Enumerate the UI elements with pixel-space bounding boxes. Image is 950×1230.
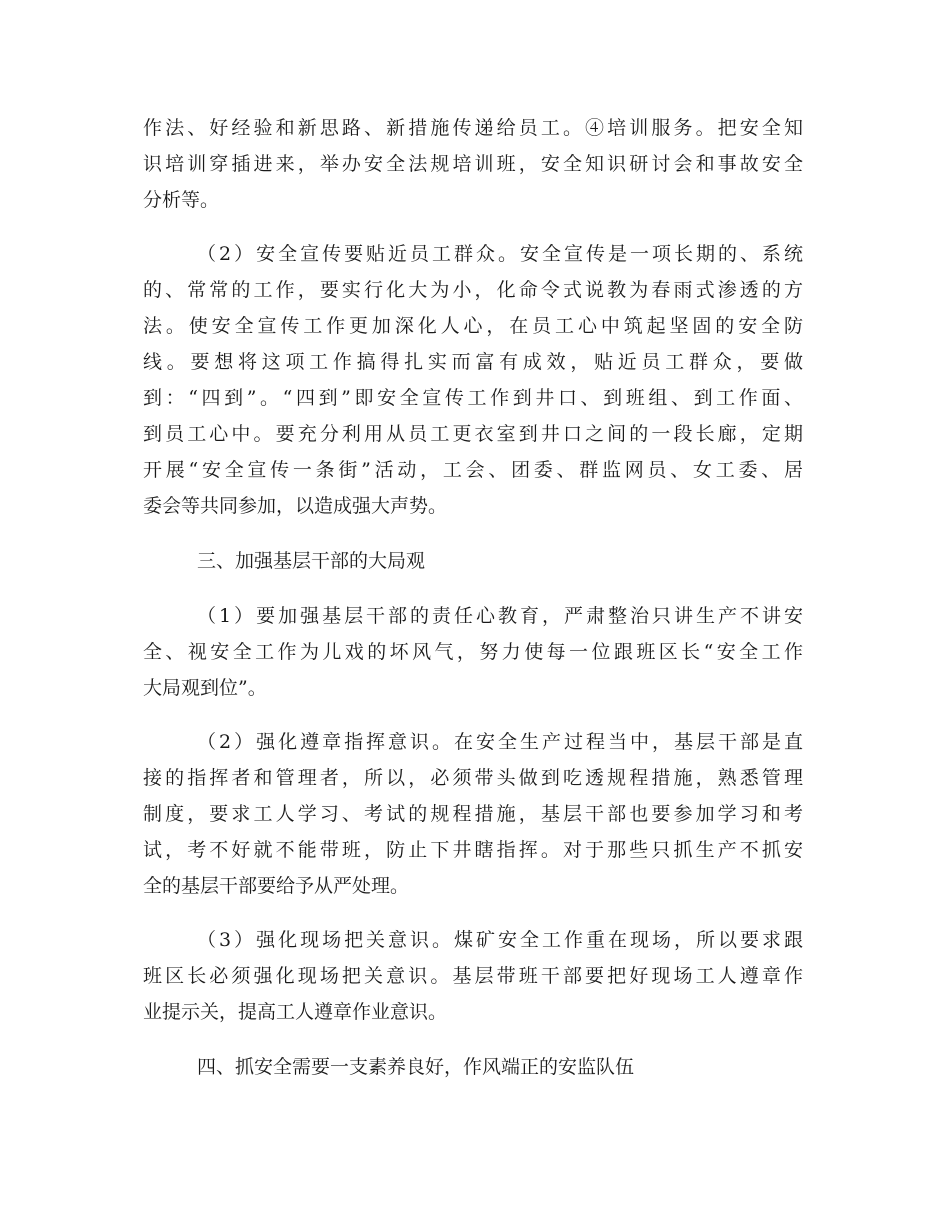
paragraph-line: 法。使安全宣传工作更加深化人心，在员工心中筑起坚固的安全防 — [143, 315, 803, 337]
paragraph-line: （2）安全宣传要贴近员工群众。安全宣传是一项长期的、系统 — [197, 243, 803, 265]
paragraph-line: （3）强化现场把关意识。煤矿安全工作重在现场，所以要求跟 — [197, 929, 803, 951]
paragraph-line: 作法、好经验和新思路、新措施传递给员工。④培训服务。把安全知 — [143, 117, 803, 139]
paragraph-line: 业提示关，提高工人遵章作业意识。 — [143, 1001, 448, 1023]
paragraph-line: 线。要想将这项工作搞得扎实而富有成效，贴近员工群众，要做 — [143, 351, 803, 373]
paragraph-line: 识培训穿插进来，举办安全法规培训班，安全知识研讨会和事故安全 — [143, 153, 803, 175]
paragraph-line: 班区长必须强化现场把关意识。基层带班干部要把好现场工人遵章作 — [143, 965, 803, 987]
paragraph-line: 的、常常的工作，要实行化大为小，化命令式说教为春雨式渗透的方 — [143, 279, 803, 301]
paragraph-line: 大局观到位”。 — [143, 677, 267, 699]
paragraph-line: 全、视安全工作为儿戏的坏风气，努力使每一位跟班区长“安全工作 — [143, 641, 803, 663]
paragraph-line: 到员工心中。要充分利用从员工更衣室到井口之间的一段长廊，定期 — [143, 423, 803, 445]
section-heading: 三、加强基层干部的大局观 — [197, 550, 426, 572]
paragraph-line: 制度，要求工人学习、考试的规程措施，基层干部也要参加学习和考 — [143, 803, 803, 825]
paragraph-line: 委会等共同参加，以造成强大声势。 — [143, 495, 448, 517]
section-heading: 四、抓安全需要一支素养良好，作风端正的安监队伍 — [197, 1056, 635, 1078]
paragraph-line: 全的基层干部要给予从严处理。 — [143, 875, 410, 897]
paragraph-line: 到：“四到”。“四到”即安全宣传工作到井口、到班组、到工作面、 — [143, 387, 803, 409]
paragraph-line: 接的指挥者和管理者，所以，必须带头做到吃透规程措施，熟悉管理 — [143, 767, 803, 789]
paragraph-line: （1）要加强基层干部的责任心教育，严肃整治只讲生产不讲安 — [197, 605, 803, 627]
paragraph-line: 分析等。 — [143, 189, 220, 211]
paragraph-line: （2）强化遵章指挥意识。在安全生产过程当中，基层干部是直 — [197, 731, 803, 753]
paragraph-line: 试，考不好就不能带班，防止下井瞎指挥。对于那些只抓生产不抓安 — [143, 839, 803, 861]
paragraph-line: 开展“安全宣传一条街”活动，工会、团委、群监网员、女工委、居 — [143, 459, 803, 481]
